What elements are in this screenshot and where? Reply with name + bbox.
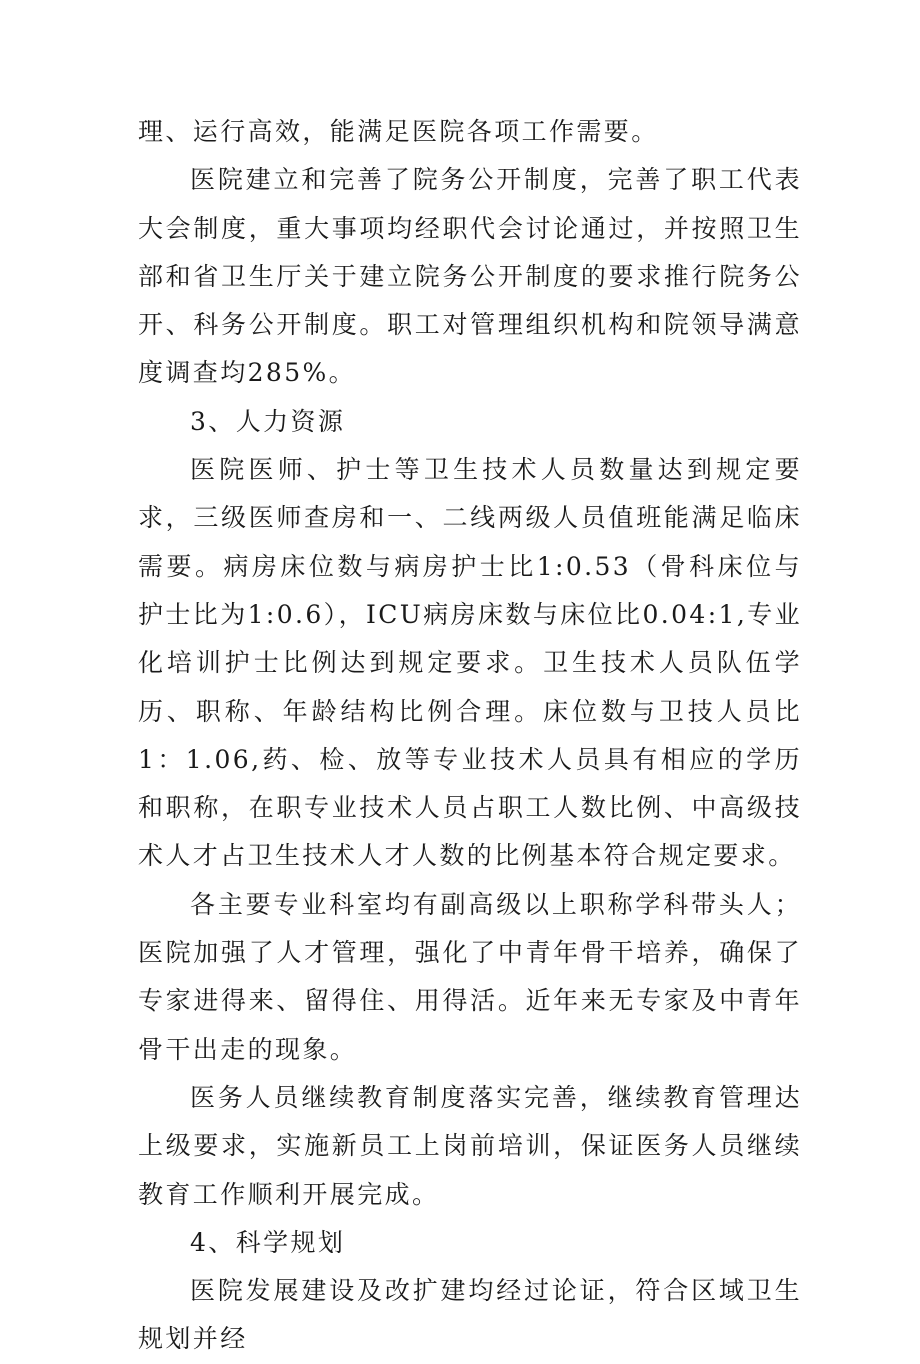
section-heading-human-resources: 3、人力资源 — [190, 406, 346, 436]
paragraph-disclosure: 医院建立和完善了院务公开制度，完善了职工代表大会制度，重大事项均经职代会讨论通过，并按照卫生部和省卫生厅关于建立院务公开制度的要求推行院务公开、科务公开制度。职工对管理组织机构和院领导满意度调查均285%。 — [138, 165, 802, 388]
paragraph-talent: 各主要专业科室均有副高级以上职称学科带头人；医院加强了人才管理，强化了中青年骨干培养，确保了专家进得来、留得住、用得活。近年来无专家及中青年骨干出走的现象。 — [138, 889, 802, 1064]
document-body — [138, 108, 802, 1364]
paragraph-staffing: 医院医师、护士等卫生技术人员数量达到规定要求，三级医师查房和一、二线两级人员值班能满足临床需要。病房床位数与病房护士比1:0.53（骨科床位与护士比为1:0.6），ICU病房床数与床位比0.04:1,专业化培训护士比例达到规定要求。卫生技术人员队伍学历、职称、年龄结构比例合理。床位数与卫技人员比1：1.06,药、检、放等专业技术人员具有相应的学历和职称，在职专业技术人员占职工人数比例、中高级技术人才占卫生技术人才人数的比例基本符合规定要求。 — [138, 455, 803, 871]
section-heading-planning: 4、科学规划 — [190, 1227, 346, 1257]
paragraph-continuation: 理、运行高效，能满足医院各项工作需要。 — [138, 117, 659, 146]
paragraph-planning: 医院发展建设及改扩建均经过论证，符合区域卫生规划并经 — [138, 1276, 802, 1354]
paragraph-education: 医务人员继续教育制度落实完善，继续教育管理达上级要求，实施新员工上岗前培训，保证医务人员继续教育工作顺利开展完成。 — [138, 1082, 802, 1209]
